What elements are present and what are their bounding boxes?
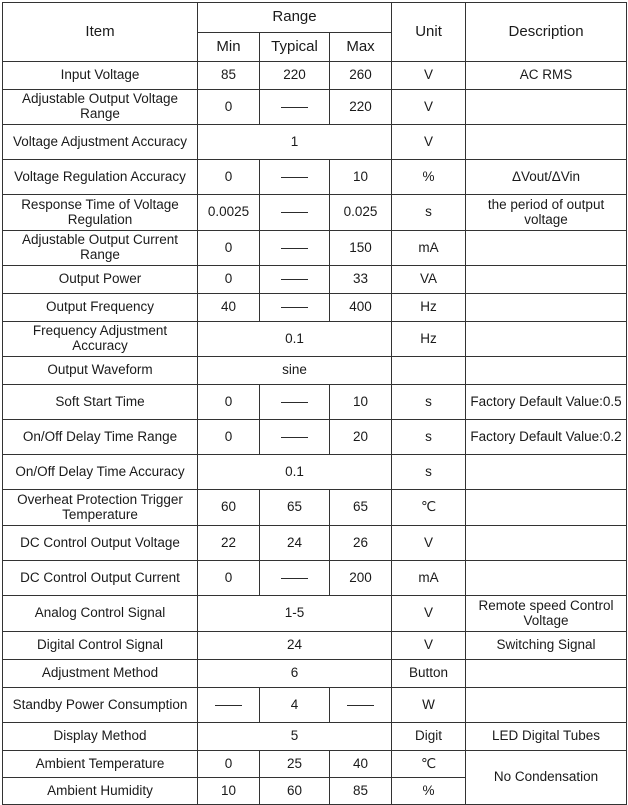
table-row [3,322,627,357]
header-description: Description [466,3,627,62]
header-unit: Unit [392,3,466,62]
unit-cell: s [392,455,466,490]
min-cell: 10 [198,778,260,805]
min-cell: 40 [198,294,260,322]
item-cell: On/Off Delay Time Range [3,420,198,455]
table-row [3,266,627,294]
item-cell: Overheat Protection Trigger Temperature [3,490,198,526]
max-cell: 200 [330,561,392,596]
description-cell [466,357,627,385]
typical-cell: —— [260,561,330,596]
description-cell [466,561,627,596]
unit-cell: V [392,526,466,561]
item-cell: Display Method [3,723,198,751]
table-row [3,561,627,596]
table-row [3,385,627,420]
header-max: Max [330,33,392,62]
max-cell: 10 [330,385,392,420]
max-cell: 20 [330,420,392,455]
description-cell [466,322,627,357]
unit-cell: % [392,778,466,805]
range-value-cell: 0.1 [198,455,392,490]
description-cell: No Condensation [466,751,627,805]
item-cell: Output Frequency [3,294,198,322]
table-row [3,688,627,723]
unit-cell: mA [392,561,466,596]
header-range: Range [198,3,392,33]
table-row [3,632,627,660]
item-cell: Voltage Regulation Accuracy [3,160,198,195]
table-row [3,596,627,632]
min-cell: 85 [198,62,260,90]
item-cell: Output Waveform [3,357,198,385]
typical-cell: —— [260,266,330,294]
item-cell: Response Time of Voltage Regulation [3,195,198,231]
table-row [3,455,627,490]
table-row [3,231,627,266]
max-cell: 40 [330,751,392,778]
typical-cell: —— [260,90,330,125]
typical-cell: 25 [260,751,330,778]
typical-cell: 4 [260,688,330,723]
table-row [3,723,627,751]
min-cell: 0 [198,231,260,266]
typical-cell: —— [260,160,330,195]
range-value-cell: 1 [198,125,392,160]
header-min: Min [198,33,260,62]
item-cell: Adjustable Output Voltage Range [3,90,198,125]
item-cell: Ambient Temperature [3,751,198,778]
range-value-cell: 1-5 [198,596,392,632]
unit-cell: Button [392,660,466,688]
description-cell: Remote speed Control Voltage [466,596,627,632]
item-cell: Analog Control Signal [3,596,198,632]
min-cell: 0 [198,420,260,455]
max-cell: 0.025 [330,195,392,231]
unit-cell: VA [392,266,466,294]
max-cell: 33 [330,266,392,294]
max-cell: 26 [330,526,392,561]
max-cell: 10 [330,160,392,195]
range-value-cell: sine [198,357,392,385]
unit-cell: V [392,90,466,125]
table-row [3,357,627,385]
item-cell: Adjustment Method [3,660,198,688]
unit-cell: ℃ [392,751,466,778]
item-cell: Adjustable Output Current Range [3,231,198,266]
item-cell: Input Voltage [3,62,198,90]
min-cell: 60 [198,490,260,526]
range-value-cell: 6 [198,660,392,688]
description-cell: AC RMS [466,62,627,90]
unit-cell: s [392,385,466,420]
typical-cell: 220 [260,62,330,90]
table-row [3,160,627,195]
max-cell: 85 [330,778,392,805]
unit-cell: Digit [392,723,466,751]
unit-cell: W [392,688,466,723]
max-cell: 65 [330,490,392,526]
table-row [3,490,627,526]
description-cell [466,688,627,723]
description-cell [466,231,627,266]
item-cell: Output Power [3,266,198,294]
table-row [3,294,627,322]
description-cell: Switching Signal [466,632,627,660]
typical-cell: —— [260,385,330,420]
item-cell: Digital Control Signal [3,632,198,660]
min-cell: 0 [198,90,260,125]
typical-cell: 24 [260,526,330,561]
header-row [3,3,627,33]
description-cell: Factory Default Value:0.5 [466,385,627,420]
description-cell [466,455,627,490]
range-value-cell: 5 [198,723,392,751]
max-cell: —— [330,688,392,723]
item-cell: Soft Start Time [3,385,198,420]
max-cell: 220 [330,90,392,125]
min-cell: —— [198,688,260,723]
table-row [3,660,627,688]
typical-cell: —— [260,294,330,322]
description-cell: the period of output voltage [466,195,627,231]
item-cell: Voltage Adjustment Accuracy [3,125,198,160]
table-row [3,751,627,778]
description-cell [466,266,627,294]
header-item: Item [3,3,198,62]
item-cell: Frequency Adjustment Accuracy [3,322,198,357]
unit-cell: Hz [392,322,466,357]
min-cell: 0 [198,266,260,294]
table-row [3,420,627,455]
min-cell: 0 [198,751,260,778]
typical-cell: 65 [260,490,330,526]
item-cell: Standby Power Consumption [3,688,198,723]
table-row [3,90,627,125]
min-cell: 22 [198,526,260,561]
max-cell: 400 [330,294,392,322]
min-cell: 0 [198,561,260,596]
unit-cell: % [392,160,466,195]
header-typical: Typical [260,33,330,62]
description-cell [466,90,627,125]
range-value-cell: 0.1 [198,322,392,357]
description-cell: ΔVout/ΔVin [466,160,627,195]
table-row [3,195,627,231]
unit-cell: V [392,596,466,632]
table-row [3,526,627,561]
description-cell: LED Digital Tubes [466,723,627,751]
description-cell [466,660,627,688]
description-cell [466,490,627,526]
description-cell [466,294,627,322]
unit-cell: s [392,195,466,231]
unit-cell [392,357,466,385]
description-cell [466,125,627,160]
description-cell [466,526,627,561]
unit-cell: V [392,62,466,90]
range-value-cell: 24 [198,632,392,660]
unit-cell: mA [392,231,466,266]
min-cell: 0.0025 [198,195,260,231]
typical-cell: 60 [260,778,330,805]
item-cell: Ambient Humidity [3,778,198,805]
unit-cell: V [392,632,466,660]
unit-cell: s [392,420,466,455]
item-cell: DC Control Output Current [3,561,198,596]
description-cell: Factory Default Value:0.2 [466,420,627,455]
item-cell: On/Off Delay Time Accuracy [3,455,198,490]
min-cell: 0 [198,385,260,420]
max-cell: 260 [330,62,392,90]
unit-cell: Hz [392,294,466,322]
specification-table [2,2,627,805]
typical-cell: —— [260,231,330,266]
typical-cell: —— [260,195,330,231]
unit-cell: V [392,125,466,160]
item-cell: DC Control Output Voltage [3,526,198,561]
table-row [3,125,627,160]
typical-cell: —— [260,420,330,455]
min-cell: 0 [198,160,260,195]
unit-cell: ℃ [392,490,466,526]
table-row [3,62,627,90]
max-cell: 150 [330,231,392,266]
